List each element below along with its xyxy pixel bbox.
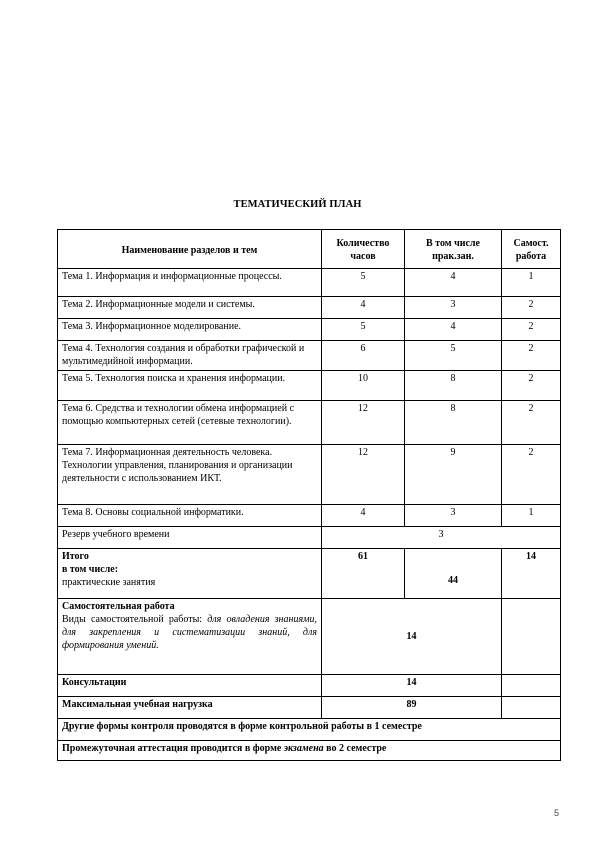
consultations-value: 14	[322, 675, 502, 697]
self-work-types-prefix: Виды самостоятельной работы:	[62, 614, 203, 625]
total-row	[58, 549, 561, 599]
max-load-label: Максимальная учебная нагрузка	[58, 697, 322, 719]
topic-practice: 3	[405, 297, 502, 319]
attestation-before: Промежуточная аттестация проводится в форме	[62, 743, 284, 754]
topic-self-work: 2	[502, 371, 561, 401]
topic-self-work: 1	[502, 269, 561, 297]
topic-hours: 5	[322, 269, 405, 297]
topic-row	[58, 319, 561, 341]
topic-hours: 5	[322, 319, 405, 341]
consultations-label: Консультации	[58, 675, 322, 697]
topic-practice: 9	[405, 445, 502, 505]
total-label: Итого	[62, 551, 89, 562]
topic-hours: 6	[322, 341, 405, 371]
page-number: 5	[554, 808, 560, 818]
control-row	[58, 719, 561, 741]
self-work-row	[58, 599, 561, 675]
topic-row	[58, 401, 561, 445]
header-name: Наименование разделов и тем	[58, 230, 322, 269]
consultations-empty	[502, 675, 561, 697]
topic-hours: 4	[322, 297, 405, 319]
topic-name: Тема 8. Основы социальной информатики.	[58, 505, 322, 527]
header-practice: В том числе прак.зан.	[405, 230, 502, 269]
topic-self-work: 1	[502, 505, 561, 527]
topic-self-work: 2	[502, 319, 561, 341]
total-practical: практические занятия	[62, 577, 156, 588]
header-row	[58, 230, 561, 269]
topic-self-work: 2	[502, 341, 561, 371]
topic-name: Тема 7. Информационная деятельность человека. Технологии управления, планирования и организации деятельности с использованием ИКТ.	[58, 445, 322, 505]
topic-name: Тема 1. Информация и информационные процессы.	[58, 269, 322, 297]
header-hours: Количество часов	[322, 230, 405, 269]
topic-self-work: 2	[502, 297, 561, 319]
total-label-cell	[58, 549, 322, 599]
self-work-types-text: для овладения знаниями, для закрепления и систематизации знаний, для формирования умений.	[62, 614, 317, 651]
reserve-value: 3	[322, 527, 561, 549]
total-practice: 44	[405, 549, 502, 599]
topic-self-work: 2	[502, 401, 561, 445]
topic-row	[58, 371, 561, 401]
topic-hours: 10	[322, 371, 405, 401]
self-work-cell	[58, 599, 322, 675]
header-self-work: Самост. работа	[502, 230, 561, 269]
topic-practice: 4	[405, 269, 502, 297]
topic-name: Тема 3. Информационное моделирование.	[58, 319, 322, 341]
topic-practice: 3	[405, 505, 502, 527]
control-text: Другие формы контроля проводятся в форме контрольной работы в 1 семестре	[58, 719, 561, 741]
attestation-italic: экзамена	[283, 743, 324, 754]
topic-name: Тема 4. Технология создания и обработки графической и мультимедийной информации.	[58, 341, 322, 371]
reserve-label: Резерв учебного времени	[58, 527, 322, 549]
attestation-row	[58, 741, 561, 761]
max-load-empty	[502, 697, 561, 719]
thematic-plan-table	[57, 229, 561, 761]
topic-row	[58, 269, 561, 297]
self-work-empty	[502, 599, 561, 675]
topic-practice: 4	[405, 319, 502, 341]
topic-name: Тема 2. Информационные модели и системы.	[58, 297, 322, 319]
topic-row	[58, 445, 561, 505]
self-work-heading: Самостоятельная работа	[62, 601, 175, 612]
topic-hours: 4	[322, 505, 405, 527]
topic-practice: 5	[405, 341, 502, 371]
max-load-row	[58, 697, 561, 719]
topic-hours: 12	[322, 401, 405, 445]
attestation-text	[58, 741, 561, 761]
topic-practice: 8	[405, 401, 502, 445]
topic-row	[58, 297, 561, 319]
topic-self-work: 2	[502, 445, 561, 505]
total-self-work: 14	[502, 549, 561, 599]
max-load-value: 89	[322, 697, 502, 719]
page-title: ТЕМАТИЧЕСКИЙ ПЛАН	[233, 199, 362, 210]
topic-hours: 12	[322, 445, 405, 505]
total-hours: 61	[322, 549, 405, 599]
topic-name: Тема 5. Технология поиска и хранения информации.	[58, 371, 322, 401]
attestation-after: во 2 семестре	[323, 743, 387, 754]
reserve-row	[58, 527, 561, 549]
total-including: в том числе:	[62, 564, 119, 575]
topic-name: Тема 6. Средства и технологии обмена информацией с помощью компьютерных сетей (сетевые технологии).	[58, 401, 322, 445]
consultations-row	[58, 675, 561, 697]
topic-row	[58, 341, 561, 371]
self-work-types	[62, 613, 317, 652]
topic-row	[58, 505, 561, 527]
self-work-value: 14	[322, 599, 502, 675]
topic-practice: 8	[405, 371, 502, 401]
